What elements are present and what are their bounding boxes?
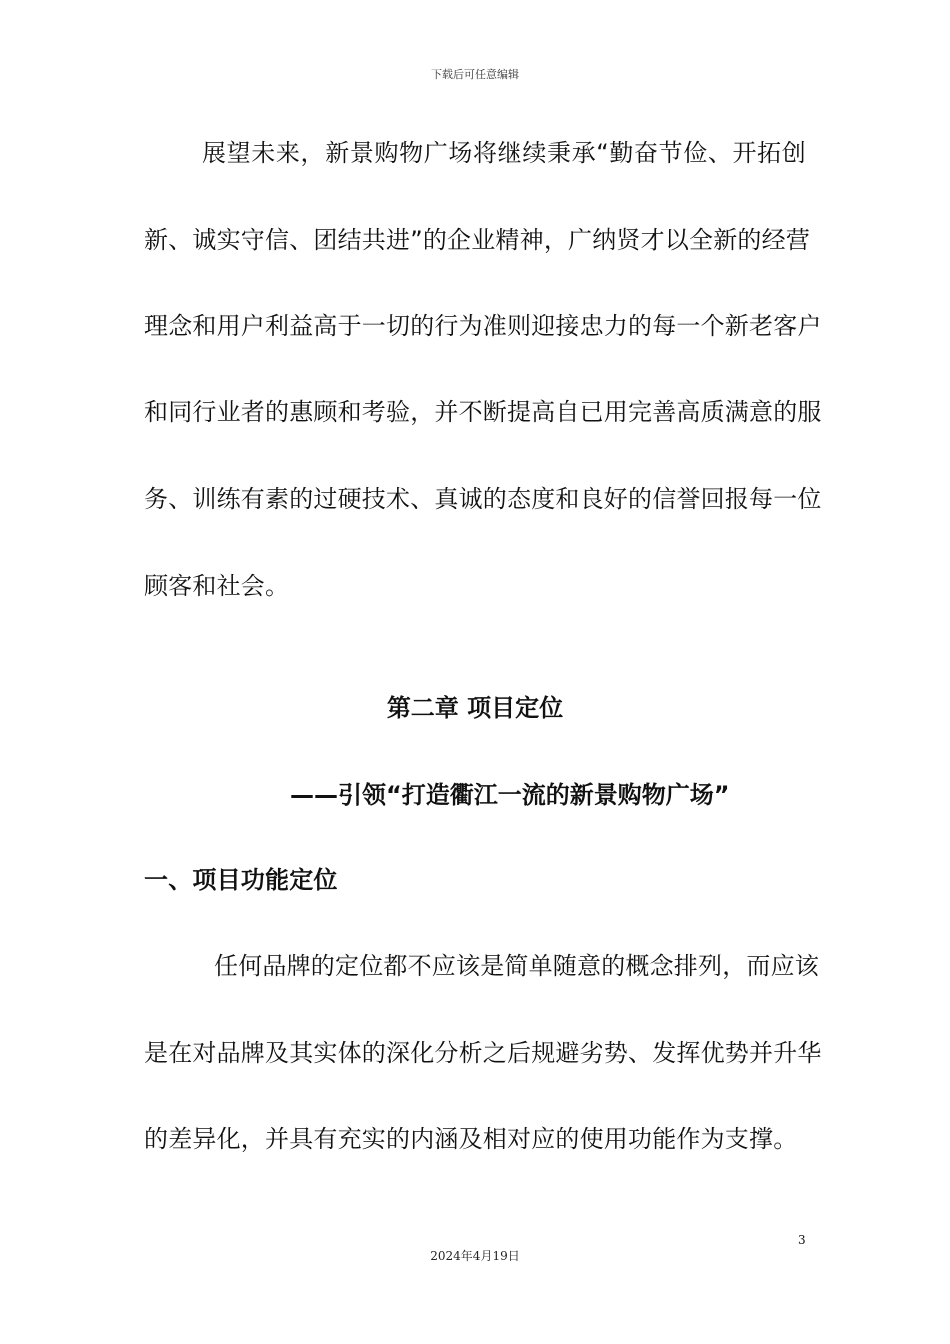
paragraph-line: 的差异化，并具有充实的内涵及相对应的使用功能作为支撑。: [144, 1125, 798, 1153]
paragraph-line: 务、训练有素的过硬技术、真诚的态度和良好的信誉回报每一位: [144, 485, 822, 513]
paragraph-line: 理念和用户利益高于一切的行为准则迎接忠力的每一个新老客户: [144, 312, 822, 340]
footer-date: 2024年4月19日: [430, 1249, 520, 1263]
paragraph-line: 任何品牌的定位都不应该是简单随意的概念排列，而应该: [214, 952, 819, 980]
paragraph-line: 和同行业者的惠顾和考验，并不断提高自已用完善高质满意的服: [144, 398, 822, 426]
paragraph-line: 顾客和社会。: [144, 572, 290, 600]
paragraph-line: 是在对品牌及其实体的深化分析之后规避劣势、发挥优势并升华: [144, 1039, 822, 1067]
chapter-subtitle: ——引领“打造衢江一流的新景购物广场”: [290, 781, 730, 809]
chapter-title: 第二章 项目定位: [386, 694, 564, 722]
paragraph-line: 新、诚实守信、团结共进”的企业精神，广纳贤才以全新的经营: [144, 226, 811, 254]
section-heading: 一、项目功能定位: [144, 866, 338, 894]
page-number: 3: [798, 1233, 806, 1247]
paragraph-line: 展望未来，新景购物广场将继续秉承“勤奋节俭、开拓创: [202, 139, 806, 167]
page-header: 下载后可任意编辑: [431, 68, 519, 81]
